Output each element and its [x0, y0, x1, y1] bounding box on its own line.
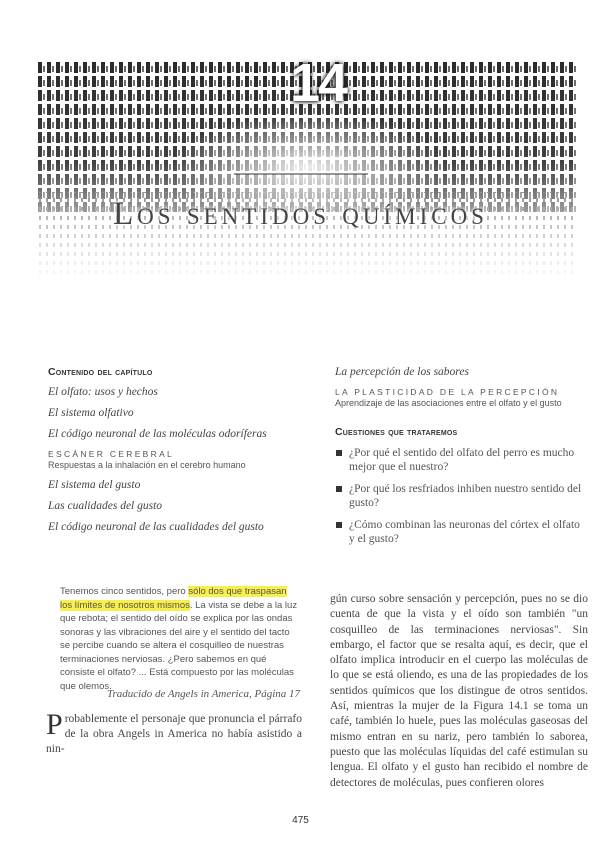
- toc-item[interactable]: El código neuronal de las moléculas odoríferas: [48, 428, 267, 440]
- questions-heading: Cuestiones que trataremos: [335, 426, 458, 438]
- toc-item[interactable]: Las cualidades del gusto: [48, 500, 163, 512]
- chapter-number: 14: [290, 53, 347, 113]
- toc-item[interactable]: El sistema olfativo: [48, 407, 134, 419]
- highlighted-text[interactable]: sólo dos que traspasan los límites de nosotros mismos: [60, 586, 287, 611]
- toc-feature-subtitle[interactable]: Aprendizaje de las asociaciones entre el olfato y el gusto: [335, 398, 562, 408]
- toc-item[interactable]: El código neuronal de las cualidades del gusto: [48, 521, 264, 533]
- contents-heading: Contenido del capítulo: [48, 366, 153, 378]
- question-item: ¿Cómo combinan las neuronas del córtex el olfato y el gusto?: [335, 518, 585, 546]
- square-bullet-icon: [336, 522, 342, 528]
- toc-feature-label: LA PLASTICIDAD DE LA PERCEPCIÓN: [335, 387, 560, 397]
- toc-feature-subtitle[interactable]: Respuestas a la inhalación en el cerebro humano: [48, 460, 246, 470]
- drop-cap: P: [46, 708, 63, 741]
- questions-list: [335, 446, 585, 546]
- body-text-right: gún curso sobre sensación y percepción, pues no se dio cuenta de que la vista y el oído son también "un cosquilleo de las terminaciones nerviosas". Sin embargo, el factor que se resalta aquí, es decir, que el olfato implica introducir en el cuerpo las moléculas de lo que se está oliendo, es una de las propiedades de los sentidos químicos que los distingue de otros sentidos. Así, mientras la mujer de la Figura 14.1 se toma un café, también lo huele, pues las moléculas gaseosas del mismo entran en su nariz, pero también lo saborea, puesto que las moléculas líquidas del café estimulan su lengua. El olfato y el gusto han recibido el nombre de detectores de moléculas, pues confieren olores: [330, 593, 588, 789]
- square-bullet-icon: [336, 486, 342, 492]
- epigraph-source: Traducido de Angels in America, Página 17: [107, 688, 300, 700]
- question-item: ¿Por qué los resfriados inhiben nuestro sentido del gusto?: [335, 482, 585, 510]
- square-bullet-icon: [336, 450, 342, 456]
- question-item: ¿Por qué el sentido del olfato del perro es mucho mejor que el nuestro?: [335, 446, 585, 474]
- toc-feature-label: ESCÁNER CEREBRAL: [48, 449, 175, 459]
- toc-item[interactable]: La percepción de los sabores: [335, 366, 469, 378]
- contents-left-column: [48, 366, 308, 542]
- body-text-left: Probablemente el personaje que pronuncia el párrafo de la obra Angels in America no había asistido a nin-: [46, 708, 302, 755]
- page-number: 475: [292, 815, 309, 826]
- epigraph: Tenemos cinco sentidos, pero sólo dos que traspasan los límites de nosotros mismos. La vista se debe a la luz que rebota; el sentido del oído se explica por las ondas sonoras y las vibraciones del aire y el sentido del tacto se percibe cuando se altera el cosquilleo de nuestras terminaciones nerviosas. ¿Pero sabemos en qué consiste el olfato? ... Está compuesto por las moléculas que olemos.: [60, 586, 298, 692]
- contents-right-column: [335, 366, 585, 554]
- toc-item[interactable]: El sistema del gusto: [48, 479, 141, 491]
- toc-item[interactable]: El olfato: usos y hechos: [48, 386, 158, 398]
- chapter-title: Los sentidos químicos: [113, 196, 488, 232]
